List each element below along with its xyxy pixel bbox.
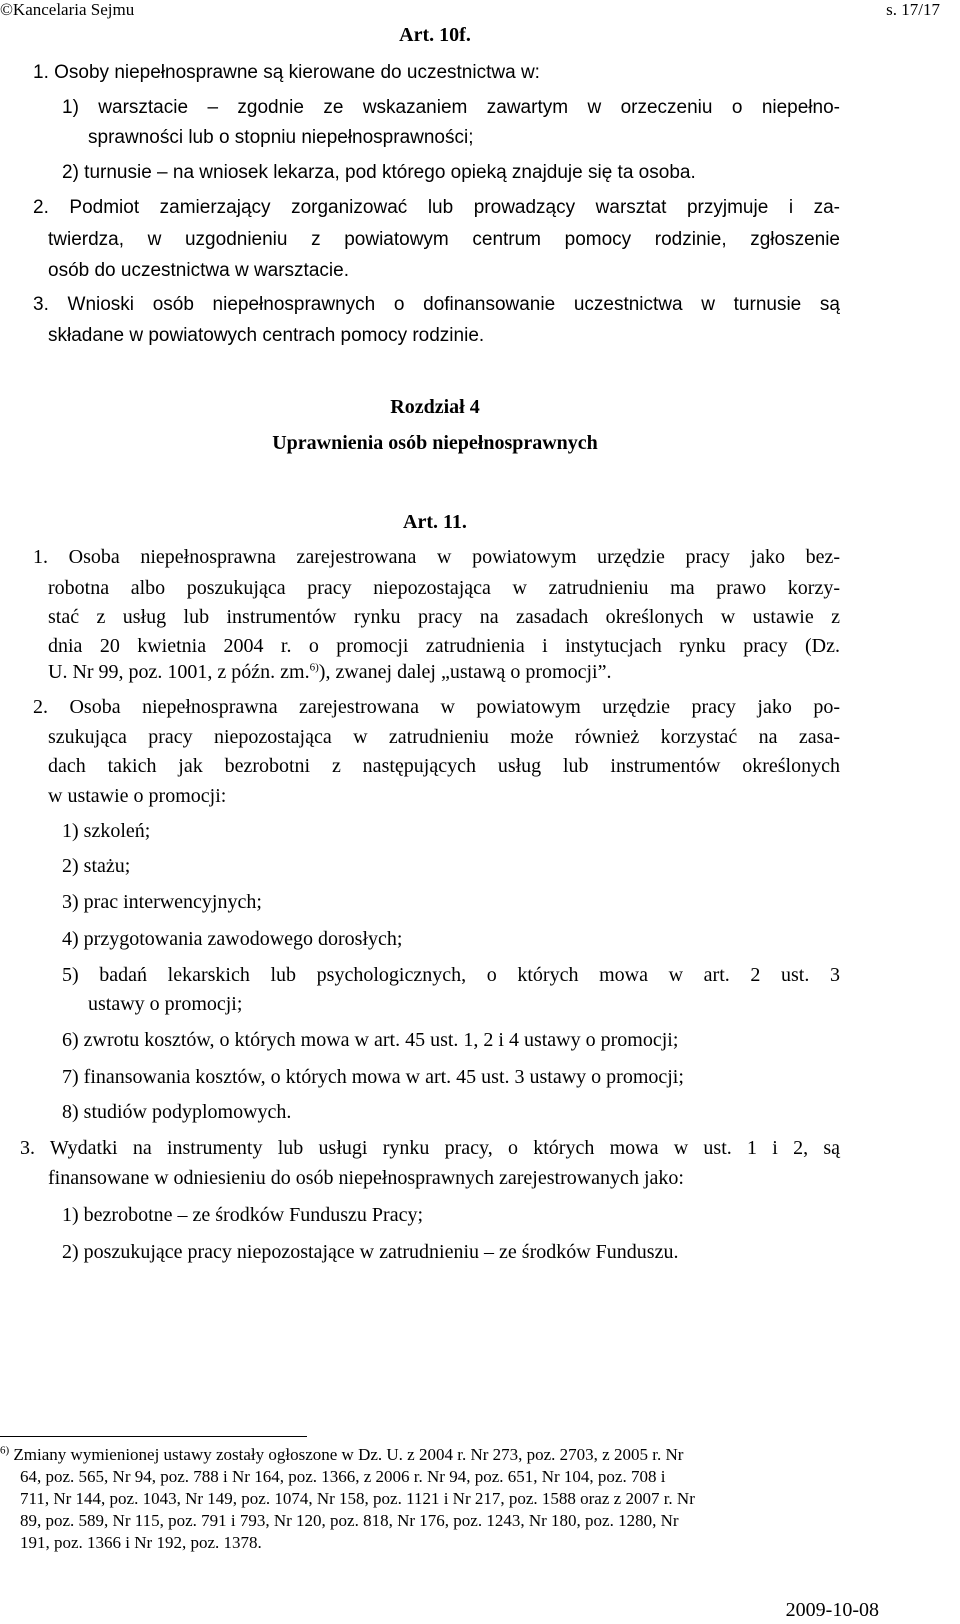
art-11-item-4: 4) przygotowania zawodowego dorosłych; (62, 928, 403, 950)
art-11-para-1-line-1: 1. Osoba niepełnosprawna zarejestrowana w powiatowym urzędzie pracy jako bez- (33, 546, 840, 568)
art-11-para-1-line-2: robotna albo poszukująca pracy niepozostająca w zatrudnieniu ma prawo korzy- (48, 577, 840, 599)
art-11-para-1-line-5-tail: ), zwanej dalej „ustawą o promocji”. (318, 661, 612, 683)
art-11-title: Art. 11. (403, 511, 467, 533)
footnote-6-line-2: 64, poz. 565, Nr 94, poz. 788 i Nr 164, poz. 1366, z 2006 r. Nr 94, poz. 651, Nr 104, poz. 708 i (20, 1467, 666, 1486)
art-11-para-2-line-4: w ustawie o promocji: (48, 785, 227, 807)
art-10f-para-2-line-3: osób do uczestnictwa w warsztacie. (48, 260, 349, 281)
chapter-title: Uprawnienia osób niepełnosprawnych (272, 432, 598, 454)
art-11-para-1-line-3: stać z usług lub instrumentów rynku pracy na zasadach określonych w ustawie z (48, 606, 840, 628)
art-10f-para-3-line-2: składane w powiatowych centrach pomocy rodzinie. (48, 325, 485, 346)
art-10f-item-2: 2) turnusie – na wniosek lekarza, pod którego opieką znajduje się ta osoba. (62, 162, 696, 183)
footnote-6-line-3: 711, Nr 144, poz. 1043, Nr 149, poz. 1074, Nr 158, poz. 1121 i Nr 217, poz. 1588 oraz z 2007 r. Nr (20, 1489, 695, 1508)
header-page-number: s. 17/17 (886, 0, 940, 19)
art-11-item-5-line-1: 5) badań lekarskich lub psychologicznych, o których mowa w art. 2 ust. 3 (62, 964, 840, 986)
art-11-para-3-line-1: 3. Wydatki na instrumenty lub usługi rynku pracy, o których mowa w ust. 1 i 2, są (20, 1137, 840, 1159)
footnote-ref-6[interactable]: 6) (309, 661, 319, 674)
art-11-para-3-item-1: 1) bezrobotne – ze środków Funduszu Pracy; (62, 1204, 424, 1226)
art-10f-para-2-line-1: 2. Podmiot zamierzający zorganizować lub prowadzący warsztat przyjmuje i za- (33, 197, 840, 218)
art-11-para-2-line-1: 2. Osoba niepełnosprawna zarejestrowana w powiatowym urzędzie pracy jako po- (33, 696, 840, 718)
art-11-para-1-line-5-text: U. Nr 99, poz. 1001, z późn. zm. (48, 661, 310, 683)
art-10f-item-1-line-2: sprawności lub o stopniu niepełnosprawności; (88, 127, 474, 148)
art-11-para-1-line-5 (48, 659, 611, 685)
art-11-para-2-line-3: dach takich jak bezrobotni z następujących usług lub instrumentów określonych (48, 755, 840, 777)
footnote-6-line-1 (0, 1444, 840, 1466)
art-11-item-5-line-2: ustawy o promocji; (88, 993, 243, 1015)
footnote-6-marker: 6) (0, 1444, 10, 1457)
art-11-para-3-item-2: 2) poszukujące pracy niepozostające w zatrudnieniu – ze środków Funduszu. (62, 1241, 679, 1263)
art-10f-para-3-line-1: 3. Wnioski osób niepełnosprawnych o dofinansowanie uczestnictwa w turnusie są (33, 294, 840, 315)
art-11-item-3: 3) prac interwencyjnych; (62, 891, 262, 913)
footnote-divider (0, 1436, 307, 1437)
art-11-item-7: 7) finansowania kosztów, o których mowa w art. 45 ust. 3 ustawy o promocji; (62, 1066, 684, 1088)
art-11-item-8: 8) studiów podyplomowych. (62, 1101, 292, 1123)
art-11-para-3-line-2: finansowane w odniesieniu do osób niepełnosprawnych zarejestrowanych jako: (48, 1167, 684, 1189)
art-10f-title: Art. 10f. (399, 24, 471, 46)
footnote-6-line-1-text: Zmiany wymienionej ustawy zostały ogłoszone w Dz. U. z 2004 r. Nr 273, poz. 2703, z 2005 r. Nr (13, 1445, 684, 1464)
art-11-item-1: 1) szkoleń; (62, 820, 151, 842)
footnote-6 (0, 1444, 840, 1554)
footnote-6-line-4: 89, poz. 589, Nr 115, poz. 791 i 793, Nr 120, poz. 818, Nr 176, poz. 1243, Nr 180, poz. 1280, Nr (20, 1511, 679, 1530)
art-11-para-2-line-2: szukująca pracy niepozostająca w zatrudnieniu może również korzystać na zasa- (48, 726, 840, 748)
art-11-item-6: 6) zwrotu kosztów, o których mowa w art. 45 ust. 1, 2 i 4 ustawy o promocji; (62, 1029, 679, 1051)
art-10f-para-1: 1. Osoby niepełnosprawne są kierowane do uczestnictwa w: (33, 62, 540, 83)
header-copyright: ©Kancelaria Sejmu (0, 0, 135, 19)
document-date: 2009-10-08 (785, 1599, 879, 1621)
art-10f-para-2-line-2: twierdza, w uzgodnieniu z powiatowym centrum pomocy rodzinie, zgłoszenie (48, 229, 840, 250)
art-10f-item-1-line-1: 1) warsztacie – zgodnie ze wskazaniem zawartym w orzeczeniu o niepełno- (62, 97, 840, 118)
footnote-6-line-5: 191, poz. 1366 i Nr 192, poz. 1378. (20, 1533, 262, 1552)
art-11-para-1-line-4: dnia 20 kwietnia 2004 r. o promocji zatrudnienia i instytucjach rynku pracy (Dz. (48, 635, 840, 657)
chapter-number: Rozdział 4 (390, 396, 480, 418)
art-11-item-2: 2) stażu; (62, 855, 131, 877)
